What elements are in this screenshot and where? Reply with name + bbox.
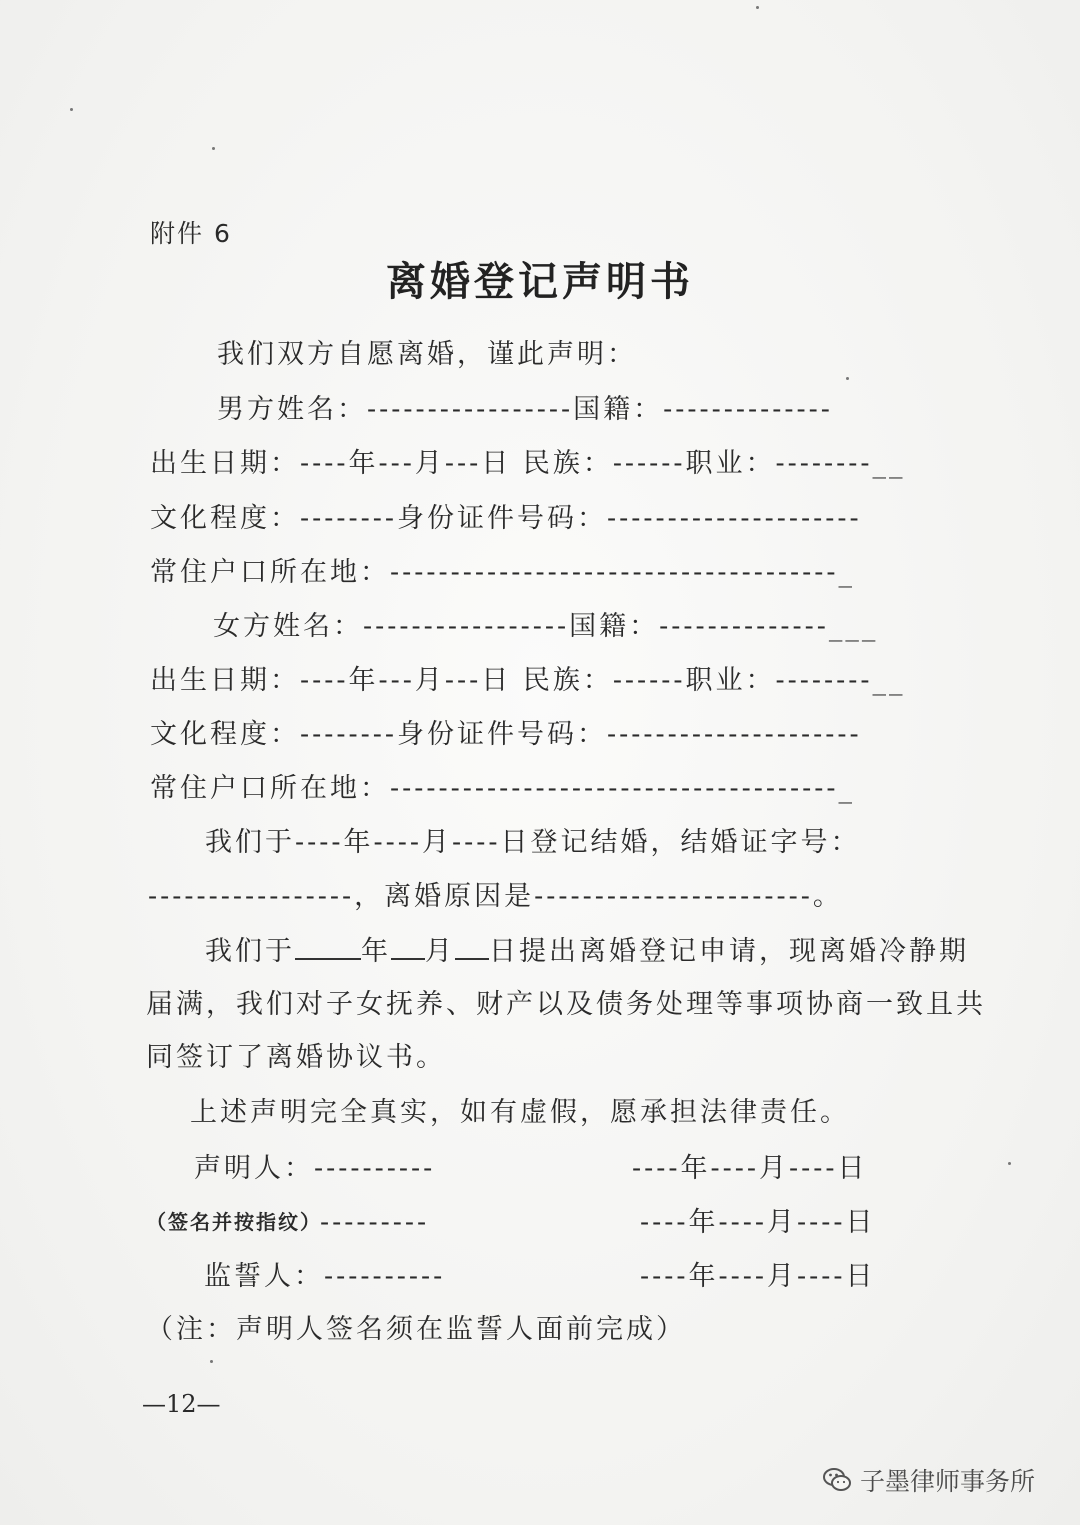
watermark-text: 子墨律师事务所 xyxy=(860,1467,1036,1496)
agreement-line-1: 届满，我们对子女抚养、财产以及债务处理等事项协商一致且共 xyxy=(146,989,986,1020)
scan-speck xyxy=(846,377,849,380)
divorce-application-prefix: 我们于 xyxy=(205,936,295,967)
year-label: 年 xyxy=(361,936,391,967)
scan-speck xyxy=(756,6,759,9)
month-label: 月 xyxy=(425,936,455,967)
scan-speck xyxy=(210,1360,213,1363)
sign-note: （签名并按指纹） xyxy=(146,1210,322,1234)
watermark xyxy=(822,1462,1035,1498)
male-name-line: 男方姓名：-----------------国籍：-------------- xyxy=(217,394,833,425)
sign-date: ----年----月----日 xyxy=(640,1207,876,1238)
scan-speck xyxy=(70,108,73,111)
declarant-line: 声明人：---------- xyxy=(194,1153,436,1184)
wechat-icon xyxy=(822,1467,852,1493)
marriage-certificate-line: -----------------，离婚原因是-----------------------。 xyxy=(148,881,843,912)
truth-statement: 上述声明完全真实，如有虚假，愿承担法律责任。 xyxy=(190,1097,850,1128)
divorce-application-line xyxy=(205,936,969,965)
page-number: —12— xyxy=(142,1390,221,1418)
month-blank xyxy=(391,936,425,960)
scan-speck xyxy=(212,147,215,150)
supervisor-date: ----年----月----日 xyxy=(640,1261,876,1292)
male-birth-line: 出生日期：----年---月---日 民族：------职业：--------__ xyxy=(150,448,906,479)
female-education-line: 文化程度：--------身份证件号码：--------------------- xyxy=(150,719,862,750)
scan-speck xyxy=(1008,1162,1011,1165)
declarant-date: ----年----月----日 xyxy=(632,1153,868,1184)
female-residence-line: 常住户口所在地：-------------------------------------_ xyxy=(150,773,856,804)
male-education-line: 文化程度：--------身份证件号码：--------------------- xyxy=(150,503,862,534)
document-title: 离婚登记声明书 xyxy=(386,259,694,305)
sign-line: --------- xyxy=(320,1207,430,1238)
male-residence-line: 常住户口所在地：-------------------------------------_ xyxy=(150,557,856,588)
day-blank xyxy=(455,936,489,960)
attachment-label: 附件 6 xyxy=(150,219,232,248)
female-birth-line: 出生日期：----年---月---日 民族：------职业：--------__ xyxy=(150,665,906,696)
female-name-line: 女方姓名：-----------------国籍：--------------___ xyxy=(213,611,879,642)
intro-line: 我们双方自愿离婚，谨此声明： xyxy=(217,339,637,370)
agreement-line-2: 同签订了离婚协议书。 xyxy=(146,1042,446,1073)
supervisor-line: 监誓人：---------- xyxy=(204,1261,446,1292)
footnote: （注：声明人签名须在监誓人面前完成） xyxy=(146,1314,686,1345)
divorce-application-suffix: 日提出离婚登记申请，现离婚冷静期 xyxy=(489,936,969,967)
marriage-registration-line: 我们于----年----月----日登记结婚，结婚证字号： xyxy=(205,827,861,858)
year-blank xyxy=(295,936,361,960)
